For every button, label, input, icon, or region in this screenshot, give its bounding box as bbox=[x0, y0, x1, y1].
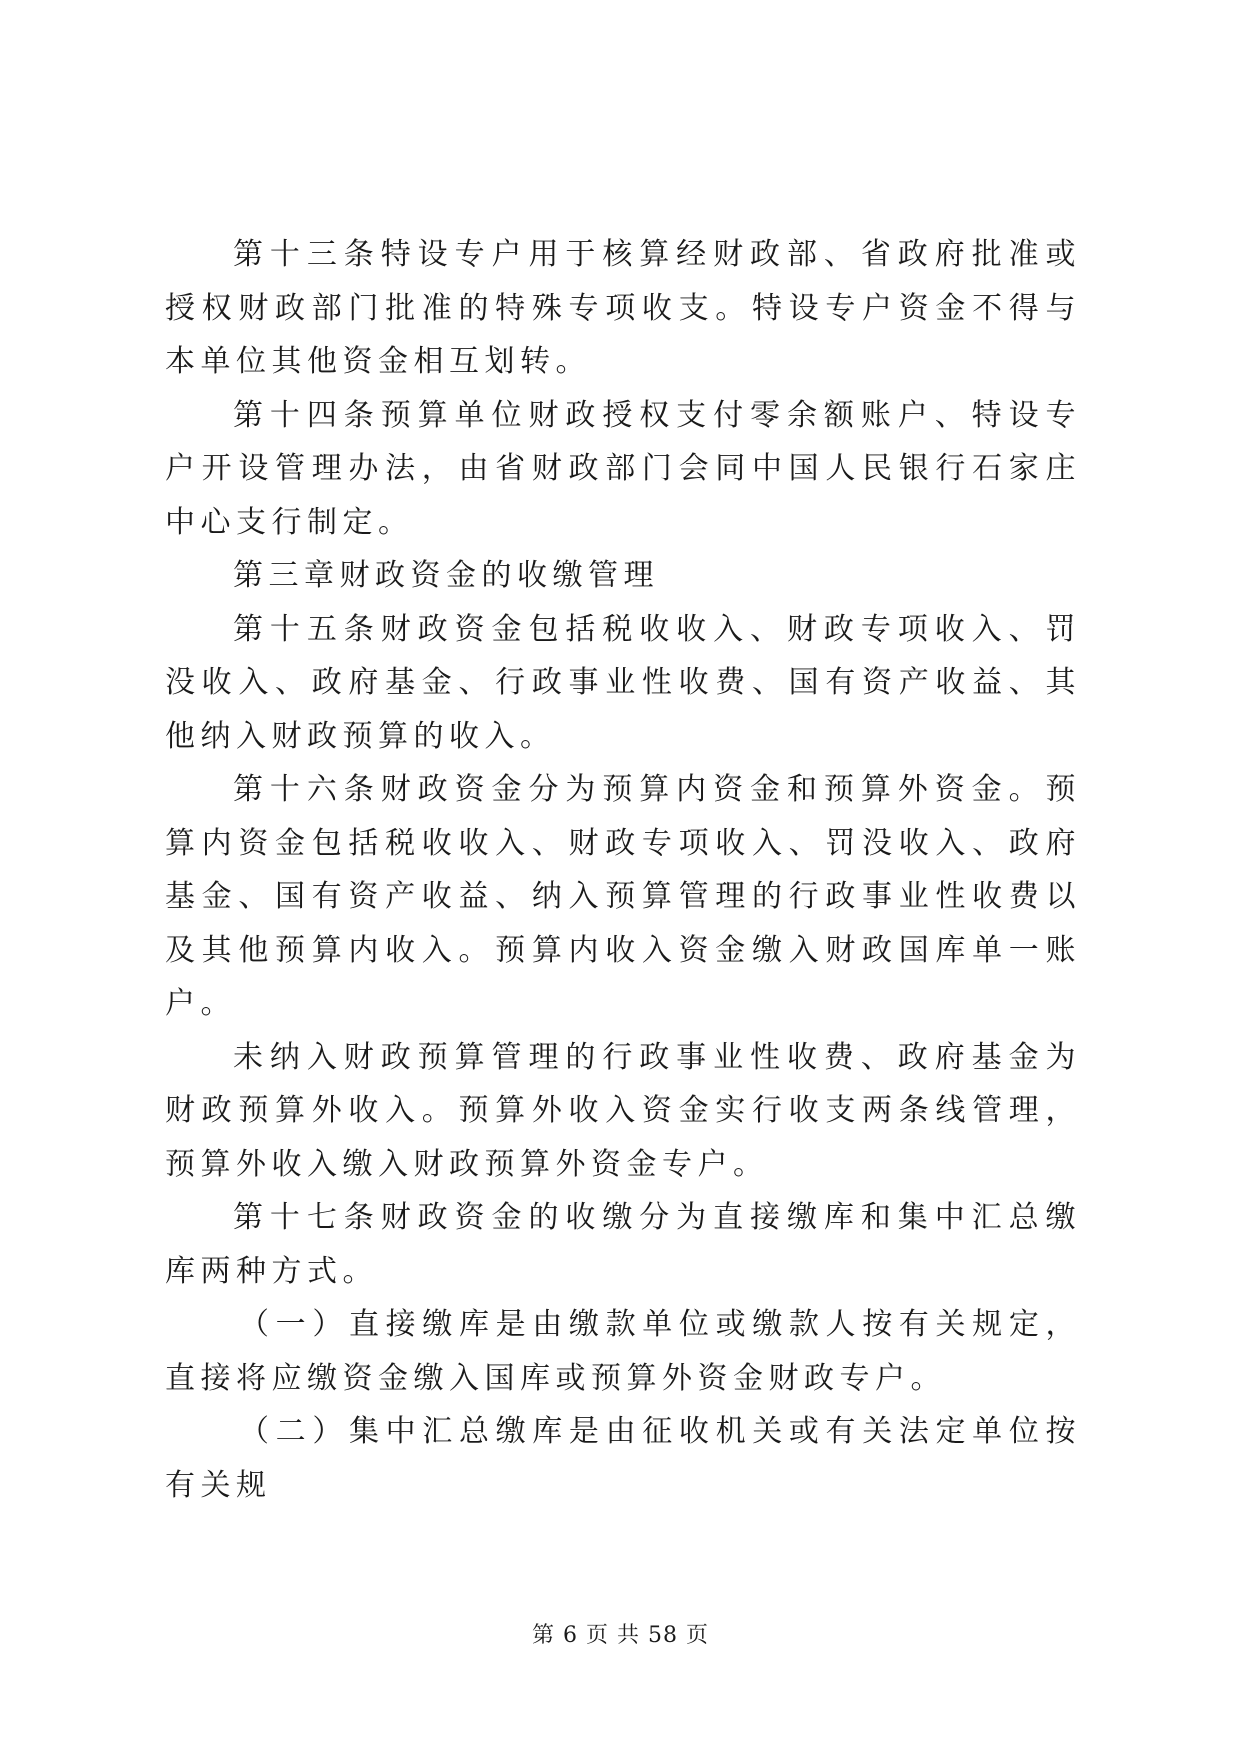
chapter-heading: 第三章财政资金的收缴管理 bbox=[233, 558, 659, 593]
paragraph-extra-budget: 未纳入财政预算管理的行政事业性收费、政府基金为财政预算外收入。预算外收入资金实行收支两条线管理，预算外收入缴入财政预算外资金专户。 bbox=[165, 1039, 1081, 1182]
paragraph-article-13: 第十三条特设专户用于核算经财政部、省政府批准或授权财政部门批准的特殊专项收支。特设专户资金不得与本单位其他资金相互划转。 bbox=[165, 237, 1081, 379]
document-body bbox=[165, 228, 1081, 1512]
paragraph-item-1: （一）直接缴库是由缴款单位或缴款人按有关规定，直接将应缴资金缴入国库或预算外资金财政专户。 bbox=[165, 1307, 1081, 1396]
paragraph-article-15: 第十五条财政资金包括税收收入、财政专项收入、罚没收入、政府基金、行政事业性收费、国有资产收益、其他纳入财政预算的收入。 bbox=[165, 611, 1081, 754]
paragraph-article-16: 第十六条财政资金分为预算内资金和预算外资金。预算内资金包括税收收入、财政专项收入、罚没收入、政府基金、国有资产收益、纳入预算管理的行政事业性收费以及其他预算内收入。预算内收入资金缴入财政国库单一账户。 bbox=[165, 772, 1081, 1021]
page-footer: 第 6 页 共 58 页 bbox=[532, 1623, 709, 1648]
paragraph-article-14: 第十四条预算单位财政授权支付零余额账户、特设专户开设管理办法，由省财政部门会同中国人民银行石家庄中心支行制定。 bbox=[165, 397, 1081, 540]
paragraph-article-17: 第十七条财政资金的收缴分为直接缴库和集中汇总缴库两种方式。 bbox=[165, 1200, 1081, 1289]
paragraph-item-2: （二）集中汇总缴库是由征收机关或有关法定单位按有关规 bbox=[165, 1414, 1081, 1503]
